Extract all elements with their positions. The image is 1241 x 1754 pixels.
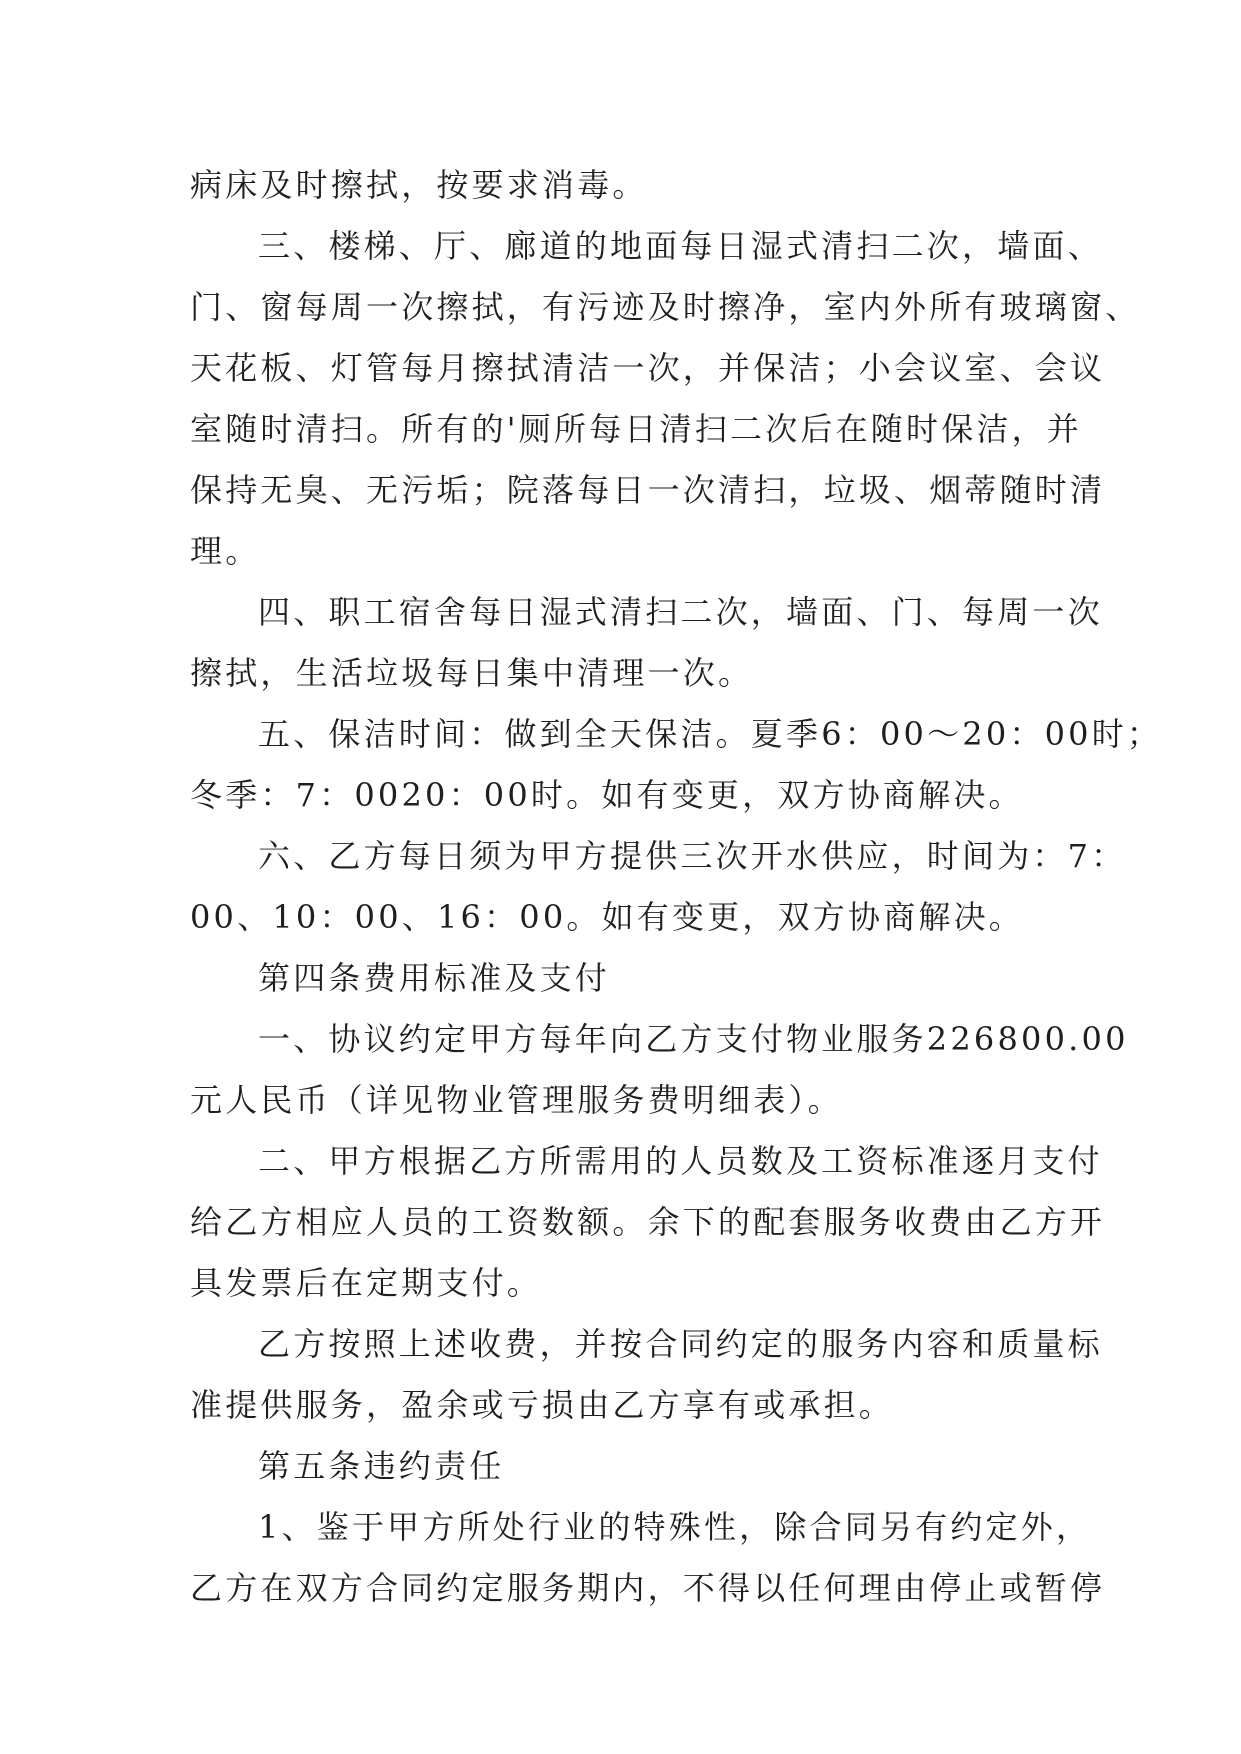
text-line: 六、乙方每日须为甲方提供三次开水供应，时间为：7：: [258, 837, 1127, 875]
text-line: 冬季：7：0020：00时。如有变更，双方协商解决。: [190, 776, 1024, 814]
text-line: 五、保洁时间：做到全天保洁。夏季6：00～20：00时；: [258, 715, 1163, 753]
section-heading: 第五条违约责任: [258, 1447, 505, 1485]
document-body: [190, 155, 1163, 1619]
text-line: 三、楼梯、厅、廊道的地面每日湿式清扫二次，墙面、: [258, 227, 1103, 265]
text-line: 擦拭，生活垃圾每日集中清理一次。: [190, 654, 754, 692]
text-line: 理。: [190, 532, 261, 570]
text-line: 乙方按照上述收费，并按合同约定的服务内容和质量标: [258, 1325, 1103, 1363]
section-heading: 第四条费用标准及支付: [258, 959, 611, 997]
text-line: 准提供服务，盈余或亏损由乙方享有或承担。: [190, 1386, 895, 1424]
text-line: 保持无臭、无污垢；院落每日一次清扫，垃圾、烟蒂随时清: [190, 471, 1106, 509]
text-line: 具发票后在定期支付。: [190, 1264, 543, 1302]
text-line: 乙方在双方合同约定服务期内，不得以任何理由停止或暂停: [190, 1569, 1106, 1607]
text-line: 病床及时擦拭，按要求消毒。: [190, 166, 648, 204]
text-line: 四、职工宿舍每日湿式清扫二次，墙面、门、每周一次: [258, 593, 1103, 631]
text-line: 天花板、灯管每月擦拭清洁一次，并保洁；小会议室、会议: [190, 349, 1106, 387]
text-line: 给乙方相应人员的工资数额。余下的配套服务收费由乙方开: [190, 1203, 1106, 1241]
text-line: 00、10：00、16：00。如有变更，双方协商解决。: [190, 898, 1024, 936]
text-line: 一、协议约定甲方每年向乙方支付物业服务226800.00: [258, 1020, 1129, 1058]
text-line: 1、鉴于甲方所处行业的特殊性，除合同另有约定外，: [258, 1508, 1092, 1546]
text-line: 元人民币（详见物业管理服务费明细表）。: [190, 1081, 843, 1119]
text-line: 门、窗每周一次擦拭，有污迹及时擦净，室内外所有玻璃窗、: [190, 288, 1141, 326]
text-line: 室随时清扫。所有的'厕所每日清扫二次后在随时保洁，并: [190, 410, 1082, 448]
text-line: 二、甲方根据乙方所需用的人员数及工资标准逐月支付: [258, 1142, 1103, 1180]
